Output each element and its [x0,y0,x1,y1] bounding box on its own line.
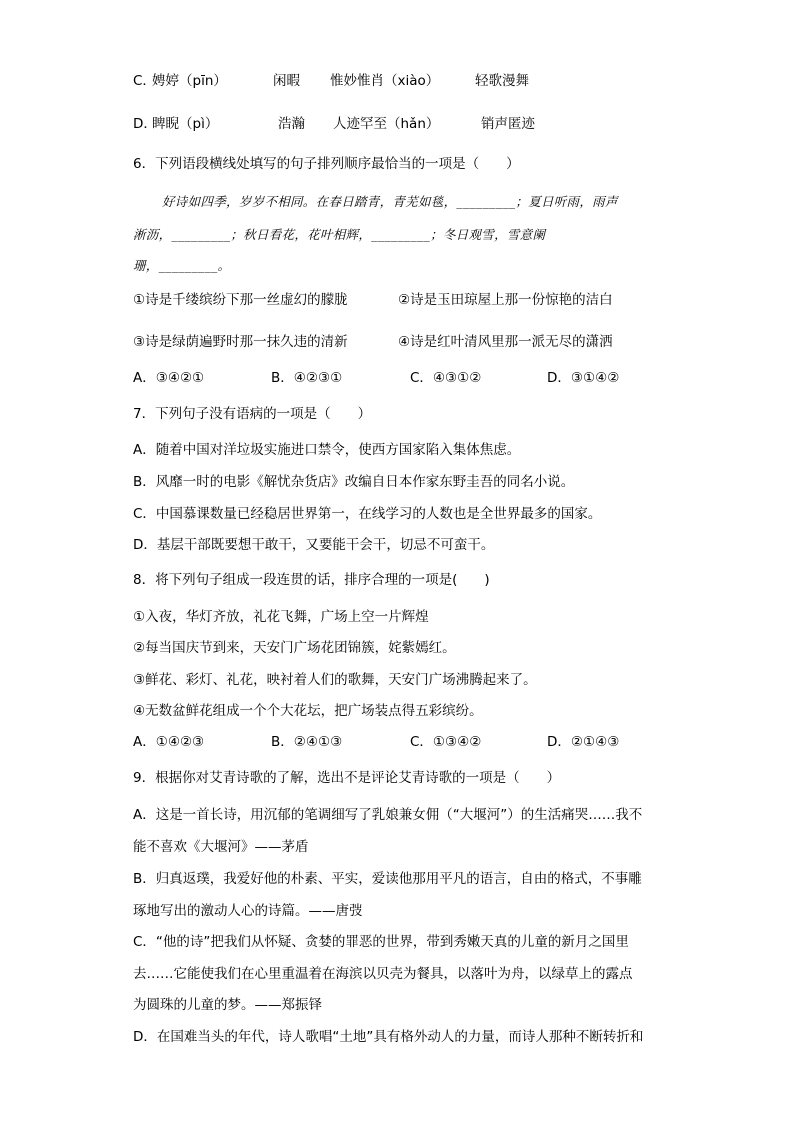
q5-option-d-word3: 人迹罕至（hǎn） [333,116,440,132]
q6-option-d[interactable]: D．③①④② [547,370,620,386]
q8-option-a[interactable]: A．①④②③ [133,734,205,750]
q7-option-a[interactable]: A．随着中国对洋垃圾实施进口禁令，使西方国家陷入集体焦虑。 [133,442,521,458]
q6-item: ①诗是千缕缤纷下那一丝虚幻的朦胧 [133,292,348,308]
q6-option-b[interactable]: B．④②③① [271,370,343,386]
q8-stem: 8．将下列句子组成一段连贯的话，排序合理的一项是( ) [133,572,490,588]
q5-option-c-word4: 轻歌漫舞 [475,73,529,89]
q6-item: ②诗是玉田琼屋上那一份惊艳的洁白 [398,292,613,308]
q8-item: ③鲜花、彩灯、礼花，映衬着人们的歌舞，天安门广场沸腾起来了。 [133,672,537,688]
q9-option-b-cont: 琢地写出的激动人心的诗篇。——唐弢 [133,903,363,919]
q5-option-c-label: C． [133,73,156,89]
q6-item: ④诗是红叶清风里那一派无尽的潇洒 [398,334,613,350]
q5-option-d-word2: 浩瀚 [278,116,305,132]
q8-item: ②每当国庆节到来，天安门广场花团锦簇，姹紫嫣红。 [133,640,456,656]
q8-option-d[interactable]: D．②①④③ [547,734,620,750]
q9-option-d[interactable]: D．在国难当头的年代，诗人歌唱“土地”具有格外动人的力量，而诗人那种不断转折和 [133,1029,644,1045]
q8-item: ①入夜，华灯齐放，礼花飞舞，广场上空一片辉煌 [133,609,429,625]
q5-option-d-word1: 睥睨（pì） [152,116,219,132]
q5-option-d-label: D． [133,116,157,132]
q9-option-c-cont: 为圆珠的儿童的梦。——郑振铎 [133,997,322,1013]
q6-stem: 6．下列语段横线处填写的句子排列顺序最恰当的一项是（ ） [133,156,520,172]
q6-option-a[interactable]: A．③④②① [133,370,205,386]
q9-stem: 9．根据你对艾青诗歌的了解，选出不是评论艾青诗歌的一项是（ ） [133,770,561,786]
q9-option-c[interactable]: C．“他的诗”把我们从怀疑、贪婪的罪恶的世界，带到秀嫩天真的儿童的新月之国里 [133,934,629,950]
q9-option-a[interactable]: A．这是一首长诗，用沉郁的笔调细写了乳娘兼女佣（“大堰河”）的生活痛哭……我不 [133,807,643,823]
q5-option-c-word2: 闲暇 [273,73,300,89]
q9-option-b[interactable]: B．归真返璞，我爱好他的朴素、平实，爱读他那用平凡的语言，自由的格式，不事雕 [133,871,642,887]
q8-option-c[interactable]: C．①③④② [410,734,482,750]
q8-item: ④无数盆鲜花组成一个个大花坛，把广场装点得五彩缤纷。 [133,703,483,719]
q9-option-c-cont: 去……它能使我们在心里重温着在海滨以贝壳为餐具，以落叶为舟，以绿草上的露点 [133,966,633,982]
q7-option-b[interactable]: B．风靡一时的电影《解忧杂货店》改编自日本作家东野圭吾的同名小说。 [133,474,575,490]
q6-option-c[interactable]: C．④③①② [410,370,482,386]
q6-passage-line: 珊，_________。 [133,258,231,273]
q5-option-c-word3: 惟妙惟肖（xiào） [330,73,440,89]
q7-option-c[interactable]: C．中国慕课数量已经稳居世界第一，在线学习的人数也是全世界最多的国家。 [133,506,602,522]
q8-option-b[interactable]: B．②④①③ [271,734,343,750]
q7-option-d[interactable]: D．基层干部既要想干敢干，又要能干会干，切忌不可蛮干。 [133,537,495,553]
q6-item: ③诗是绿荫遍野时那一抹久违的清新 [133,334,348,350]
q5-option-c-word1: 娉婷（pīn） [152,73,227,89]
q6-passage-line: 好诗如四季，岁岁不相同。在春日踏青，青芜如毯，_________；夏日听雨，雨声 [162,194,618,209]
q6-passage-line: 淅沥，_________；秋日看花，花叶相辉，_________；冬日观雪，雪意阑 [133,227,546,242]
q7-stem: 7．下列句子没有语病的一项是（ ） [133,406,372,422]
q5-option-d-word4: 销声匿迹 [481,116,535,132]
q9-option-a-cont: 能不喜欢《大堰河》——茅盾 [133,839,309,855]
